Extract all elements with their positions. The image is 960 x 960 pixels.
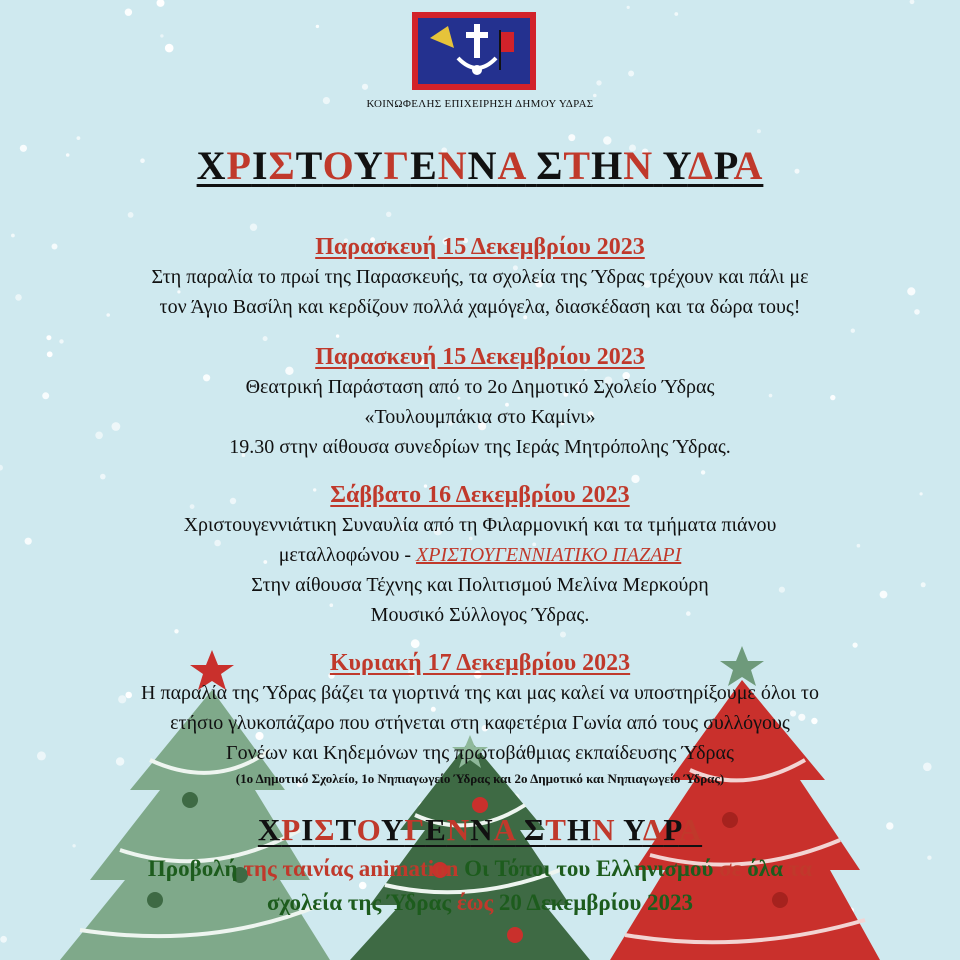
title-letter: Ν [437,143,468,188]
title-letter: Ι [301,812,315,847]
title-letter: Υ [380,812,405,847]
promo-text: της [347,890,387,915]
event-text-prefix: μεταλλοφώνου - [278,544,417,566]
title-letter: Ν [592,812,616,847]
title-letter: Γ [383,143,411,188]
title-letter: Α [733,143,764,188]
event-text: Στην αίθουσα Τέχνης και Πολιτισμού Μελίνα Μερκούρη [251,574,709,596]
title-letter: Ρ [663,812,679,847]
title-letter: Ο [322,143,354,188]
title-letter: Υ [353,143,384,188]
title-letter: Ν [623,143,654,188]
main-title [0,142,960,189]
event-note: (1ο Δημοτικό Σχολείο, 1ο Νηπιαγωγείο Ύδρας και 2ο Δημοτικό και Νηπιαγωγείο Ύδρας) [235,771,725,786]
title-letter: Χ [196,143,227,188]
title-letter [616,812,624,847]
title-letter: Σ [536,143,564,188]
title-letter: Δ [642,812,664,847]
closing-title [0,812,960,848]
event-4 [0,648,960,790]
event-3 [0,480,960,630]
promo-text: 20 Δεκεμβρίου 2023 [498,890,694,915]
title-letter: Ρ [226,143,252,188]
event-date: Παρασκευή 15 Δεκεμβρίου 2023 [315,344,645,370]
title-letter: Γ [404,812,426,847]
animation-promo [0,852,960,920]
title-letter: Τ [563,143,592,188]
title-letter: Ν [467,143,498,188]
event-2 [0,342,960,462]
title-letter: Ε [425,812,447,847]
title-letter [525,143,536,188]
title-letter [653,143,663,188]
title-letter: Ρ [713,143,734,188]
title-letter: Τ [545,812,567,847]
event-text [0,540,960,570]
event-text: 19.30 στην αίθουσα συνεδρίων της Ιεράς Μητρόπολης Ύδρας. [229,436,731,458]
promo-text: της ταινίας [243,856,359,881]
event-1 [0,232,960,322]
promo-text: όλα [747,856,789,881]
title-letter [515,812,524,847]
title-letter: Τ [295,143,323,188]
anchor-cross-emblem-icon [418,18,530,84]
organization-name: ΚΟΙΝΩΦΕΛΗΣ ΕΠΙΧΕΙΡΗΣΗ ΔΗΜΟΥ ΥΔΡΑΣ [366,98,594,110]
promo-text: σχολεία [266,890,348,915]
event-text: Η παραλία της Ύδρας βάζει τα γιορτινά της και μας καλεί να υποστηρίξουμε όλοι το [141,682,819,704]
promo-text: Ύδρας [386,890,457,915]
title-letter: Σ [524,812,546,847]
promo-text: τα [788,856,813,881]
event-text: Θεατρική Παράσταση από το 2ο Δημοτικό Σχολείο Ύδρας [245,376,715,398]
promo-text: έως [456,890,499,915]
title-letter: Ι [251,143,269,188]
event-text: Στη παραλία το πρωί της Παρασκευής, τα σχολεία της Ύδρας τρέχουν και πάλι με [151,266,809,288]
title-letter: Α [678,812,703,847]
title-letter: Ε [410,143,438,188]
title-letter: Σ [268,143,296,188]
promo-text: Οι Τόποι του Ελληνισμού [464,856,720,881]
event-date: Σάββατο 16 Δεκεμβρίου 2023 [330,482,630,508]
title-letter: Α [497,143,526,188]
promo-text: Προβολή [147,856,244,881]
municipality-logo [412,12,536,90]
title-letter: Τ [335,812,357,847]
promo-text: σε [719,856,748,881]
title-letter: Χ [257,812,282,847]
promo-line [0,852,960,886]
title-letter: Υ [623,812,643,847]
event-text: «Τουλουμπάκια στο Καμίνι» [364,406,596,428]
christmas-market-highlight: ΧΡΙΣΤΟΥΓΕΝΝΙΑΤΙΚΟ ΠΑΖΑΡΙ [416,544,682,566]
event-text: ετήσιο γλυκοπάζαρο που στήνεται στη καφετέρια Γωνία από τους συλλόγους [170,712,790,734]
title-letter: Σ [314,812,336,847]
event-date: Παρασκευή 15 Δεκεμβρίου 2023 [315,234,645,260]
title-letter: Υ [662,143,688,188]
title-letter: Ο [356,812,381,847]
title-letter: Ρ [281,812,302,847]
promo-line [0,886,960,920]
promo-text: animation [358,856,465,881]
title-letter: Η [566,812,593,847]
title-letter: Ν [470,812,494,847]
event-date: Κυριακή 17 Δεκεμβρίου 2023 [329,650,631,676]
event-text: Γονέων και Κηδεμόνων της πρωτοβάθμιας εκπαίδευσης Ύδρας [226,742,734,764]
title-letter: Ν [446,812,471,847]
event-text: Μουσικό Σύλλογος Ύδρας. [370,604,590,626]
title-letter: Η [591,143,624,188]
title-letter: Α [493,812,516,847]
title-letter: Δ [687,143,714,188]
event-text: Χριστουγεννιάτικη Συναυλία από τη Φιλαρμονική και τα τμήματα πιάνου [183,514,777,536]
event-text: τον Άγιο Βασίλη και κερδίζουν πολλά χαμόγελα, διασκέδαση και τα δώρα τους! [159,296,801,318]
